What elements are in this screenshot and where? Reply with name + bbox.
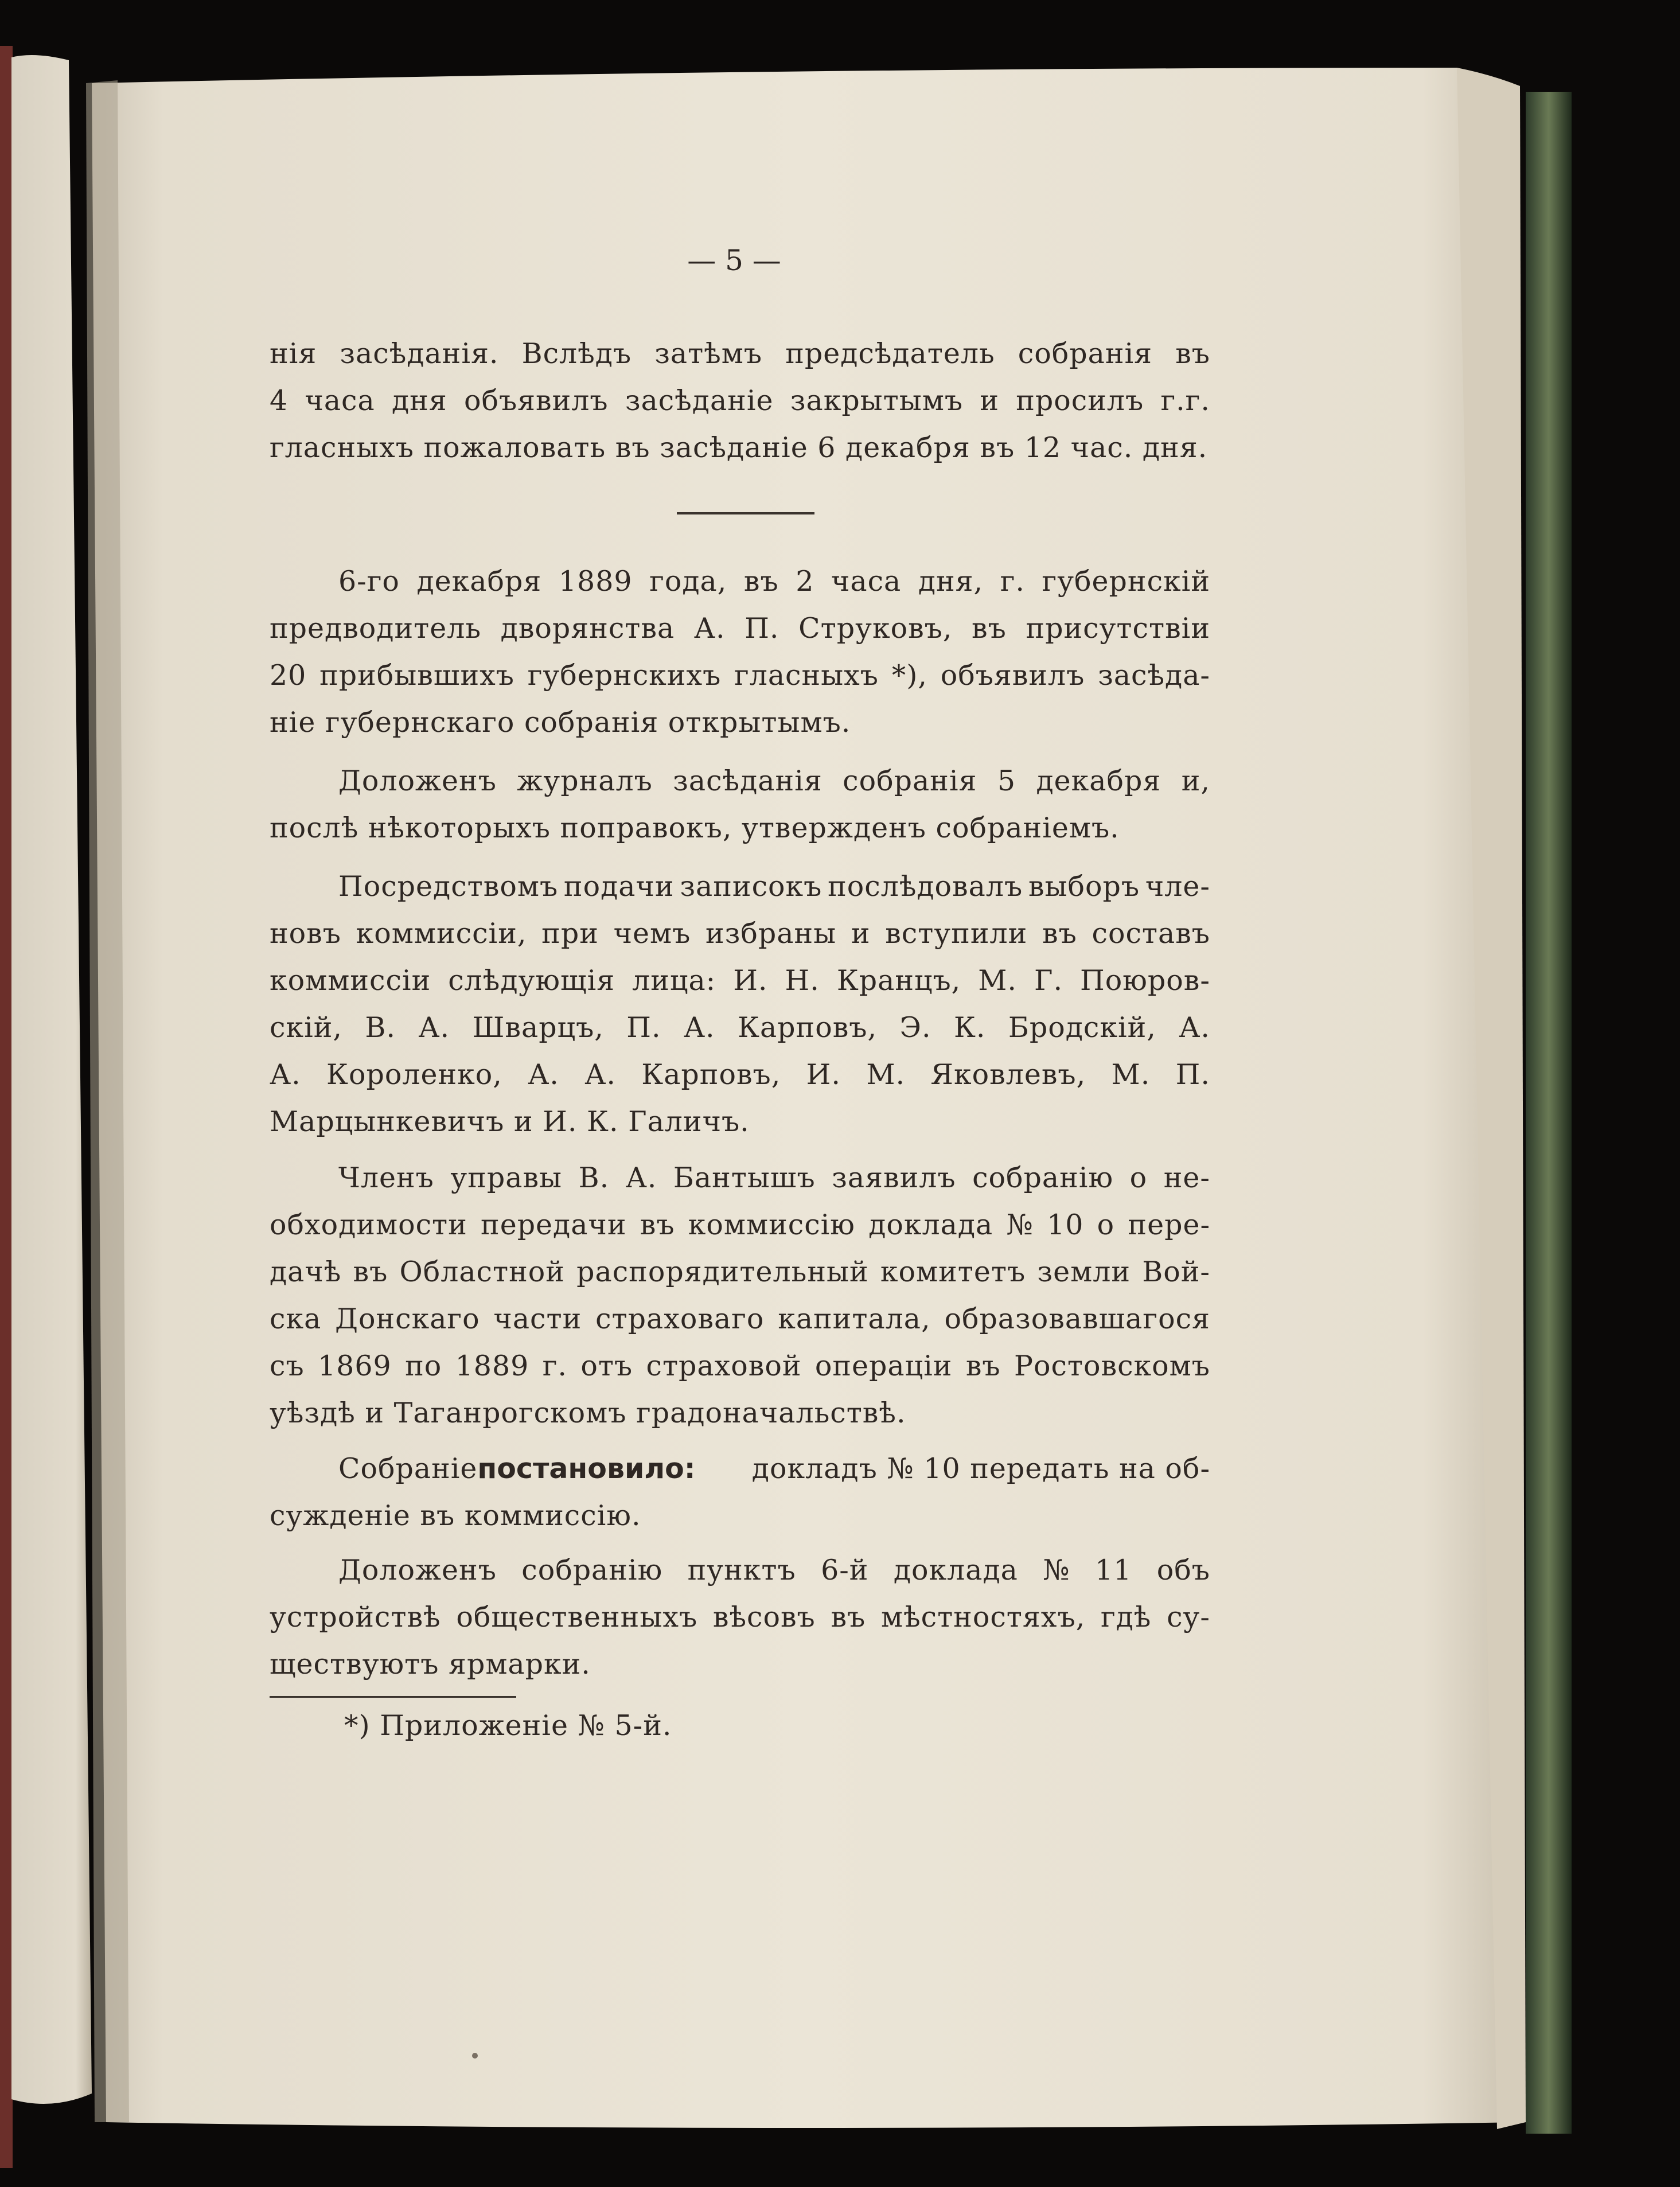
text-line: гласныхъ пожаловать въ засѣданіе 6 декабря въ 12 час. дня. (270, 431, 1208, 464)
text-line (270, 1343, 1210, 1390)
word: выборъ (1028, 870, 1140, 903)
word: пунктъ (687, 1554, 796, 1586)
text-line (270, 605, 1210, 652)
word: Кранцъ, (836, 964, 961, 997)
word: 5 (997, 765, 1016, 797)
word: о (1129, 1161, 1148, 1194)
text-line (270, 910, 1210, 957)
word: Бродскій, (1008, 1011, 1156, 1044)
word: вѣсовъ (712, 1601, 816, 1634)
word: подачи (563, 870, 675, 903)
word: передачи (481, 1208, 627, 1241)
word: коммиссіи (270, 964, 431, 997)
word: просилъ (1016, 384, 1144, 417)
word: ска (270, 1303, 322, 1335)
word: П. (626, 1011, 661, 1044)
word: закрытымъ (790, 384, 964, 417)
word: объявилъ (940, 659, 1085, 692)
word: М. (866, 1058, 906, 1091)
word: г.г. (1160, 384, 1210, 417)
word: собранію (972, 1161, 1114, 1194)
word: засѣданія. (340, 337, 499, 370)
word: К. (953, 1011, 986, 1044)
text-line (270, 863, 1210, 910)
text-line (270, 1249, 1210, 1296)
word: записокъ (680, 870, 823, 903)
word: распорядительный (576, 1256, 869, 1288)
word: прибывшихъ (319, 659, 514, 692)
word: земли (1037, 1256, 1131, 1288)
word: 1889 (558, 565, 633, 598)
word: вступили (885, 917, 1028, 950)
text-line (270, 377, 1210, 424)
word: собранія (1018, 337, 1153, 370)
text-line: Марцынкевичъ и И. К. Галичъ. (270, 1105, 750, 1138)
word: гласныхъ (734, 659, 879, 692)
resolution-keyword: постановило: (477, 1452, 696, 1485)
word: въ (743, 565, 779, 598)
word: въ (640, 1208, 675, 1241)
word: объ (1156, 1554, 1210, 1586)
word: М. (1111, 1058, 1151, 1091)
word: губернскій (1042, 565, 1210, 598)
word: А. (683, 1011, 715, 1044)
word: нія (270, 337, 317, 370)
word: № (1043, 1554, 1070, 1586)
paragraph-1 (270, 330, 1210, 471)
word: П. (744, 612, 779, 645)
word: Ростовскомъ (1014, 1350, 1210, 1382)
word: засѣданія (673, 765, 823, 797)
footnote-divider (270, 1696, 516, 1698)
word: чле- (1145, 870, 1210, 903)
word: Бантышъ (673, 1161, 816, 1194)
paragraph-4 (270, 863, 1210, 1145)
word: доклада (868, 1208, 993, 1241)
word: послѣдовалъ (828, 870, 1023, 903)
text-line (270, 1155, 1210, 1202)
word: новъ (270, 917, 341, 950)
resolution-prefix: Собраніе (338, 1452, 478, 1485)
word: Доложенъ (338, 765, 497, 797)
word: Членъ (338, 1161, 434, 1194)
word: губернскихъ (527, 659, 722, 692)
word: въ (1042, 917, 1077, 950)
word: М. (978, 964, 1017, 997)
word: декабря (416, 565, 542, 598)
word: съ (270, 1350, 305, 1382)
word: и, (1181, 765, 1210, 797)
word: не- (1163, 1161, 1210, 1194)
word: В. (578, 1161, 610, 1194)
text-line (270, 957, 1210, 1004)
word: общественныхъ (456, 1601, 698, 1634)
word: 20 (270, 659, 307, 692)
word: Вой- (1142, 1256, 1210, 1288)
word: часа (831, 565, 902, 598)
word: затѣмъ (654, 337, 763, 370)
word: Областной (399, 1256, 565, 1288)
word: и (851, 917, 871, 950)
word: 6-й (821, 1554, 869, 1586)
word: Э. (899, 1011, 931, 1044)
paragraph-2 (270, 558, 1210, 746)
word: Н. (785, 964, 820, 997)
word: декабря (1036, 765, 1161, 797)
word: Донскаго (335, 1303, 480, 1335)
word: пере- (1128, 1208, 1210, 1241)
word: коммиссіи, (356, 917, 527, 950)
text-line (270, 652, 1210, 699)
word: образовавшагося (944, 1303, 1210, 1335)
resolution-suffix: докладъ № 10 передать на об- (742, 1452, 1210, 1485)
word: г. (1000, 565, 1025, 598)
word: по (405, 1350, 442, 1382)
word: засѣданіе (625, 384, 774, 417)
text-line (270, 330, 1210, 377)
word: часа (305, 384, 375, 417)
text-line (270, 1051, 1210, 1098)
word: А. (528, 1058, 559, 1091)
word: въ (972, 612, 1007, 645)
word: А. (625, 1161, 657, 1194)
word: доклада (893, 1554, 1018, 1586)
word: собранію (521, 1554, 663, 1586)
word: № (1006, 1208, 1034, 1241)
text-line (270, 1594, 1210, 1641)
text-line (270, 1004, 1210, 1051)
word: въ (831, 1601, 866, 1634)
word: дачѣ (270, 1256, 342, 1288)
word: Посредствомъ (338, 870, 559, 903)
word: журналъ (517, 765, 653, 797)
word: отъ (580, 1350, 633, 1382)
text-line (270, 758, 1210, 805)
word: избраны (705, 917, 837, 950)
gilt-edge (1526, 92, 1572, 2134)
word: коммиссію (688, 1208, 855, 1241)
word: А. (584, 1058, 616, 1091)
word: мѣстностяхъ, (880, 1601, 1086, 1634)
word: 2 (796, 565, 814, 598)
word: А. (270, 1058, 301, 1091)
word: присутствіи (1026, 612, 1210, 645)
word: въ (965, 1350, 1001, 1382)
word: устройствѣ (270, 1601, 441, 1634)
word: Доложенъ (338, 1554, 497, 1586)
word: управы (450, 1161, 563, 1194)
paragraph-7 (270, 1547, 1210, 1688)
word: части (493, 1303, 582, 1335)
word: дня (391, 384, 447, 417)
word: предсѣдатель (785, 337, 995, 370)
word: И. (806, 1058, 841, 1091)
word: операціи (814, 1350, 953, 1382)
word: Яковлевъ, (930, 1058, 1086, 1091)
word: засѣда- (1098, 659, 1210, 692)
word: Поюров- (1080, 964, 1210, 997)
word: Карповъ, (738, 1011, 878, 1044)
word: г. (542, 1350, 567, 1382)
resolution-line (270, 1445, 1210, 1492)
word: гдѣ (1100, 1601, 1152, 1634)
text-line (270, 1202, 1210, 1249)
text-line (270, 1547, 1210, 1594)
word: скій, (270, 1011, 342, 1044)
left-cover-edge (0, 46, 13, 2168)
word: собранія (843, 765, 977, 797)
word: 4 (270, 384, 289, 417)
text-line: ніе губернскаго собранія открытымъ. (270, 706, 851, 739)
word: обходимости (270, 1208, 467, 1241)
word: заявилъ (832, 1161, 956, 1194)
paragraph-6 (270, 1445, 1210, 1539)
text-line: уѣздѣ и Таганрогскомъ градоначальствѣ. (270, 1397, 906, 1429)
word: о (1097, 1208, 1115, 1241)
word: А. (1179, 1011, 1210, 1044)
word: Вслѣдъ (521, 337, 632, 370)
word: слѣдующія (448, 964, 615, 997)
word: дворянства (500, 612, 675, 645)
word: года, (649, 565, 727, 598)
word: составъ (1092, 917, 1210, 950)
word: въ (353, 1256, 388, 1288)
word: 10 (1047, 1208, 1084, 1241)
word: предводитель (270, 612, 482, 645)
word: при (541, 917, 599, 950)
footnote: *) Приложеніе № 5-й. (344, 1709, 672, 1742)
word: А. (693, 612, 726, 645)
word: 1889 (455, 1350, 529, 1382)
word: Карповъ, (641, 1058, 781, 1091)
word: А. (418, 1011, 450, 1044)
text-line (270, 558, 1210, 605)
text-line: сужденіе въ коммиссію. (270, 1499, 641, 1532)
section-divider (677, 512, 814, 514)
word: 11 (1095, 1554, 1132, 1586)
word: И. (733, 964, 768, 997)
word: П. (1175, 1058, 1210, 1091)
word: капитала, (778, 1303, 931, 1335)
word: объявилъ (463, 384, 609, 417)
word: 1869 (318, 1350, 392, 1382)
page-number: — 5 — (687, 244, 781, 277)
word: Струковъ, (798, 612, 953, 645)
word: Г. (1034, 964, 1063, 997)
paragraph-3 (270, 758, 1210, 852)
word: лица: (632, 964, 716, 997)
word: чемъ (613, 917, 691, 950)
text-line: ществуютъ ярмарки. (270, 1648, 591, 1681)
word: *), (891, 659, 927, 692)
word: су- (1167, 1601, 1210, 1634)
word: и (980, 384, 999, 417)
word: 6-го (338, 565, 400, 598)
page-speck (472, 2053, 478, 2059)
word: дня, (918, 565, 984, 598)
word: В. (365, 1011, 396, 1044)
word: Короленко, (326, 1058, 502, 1091)
word: въ (1175, 337, 1210, 370)
word: страховой (646, 1350, 802, 1382)
word: Шварцъ, (472, 1011, 604, 1044)
paragraph-5 (270, 1155, 1210, 1437)
word: комитетъ (880, 1256, 1026, 1288)
text-line (270, 1296, 1210, 1343)
word: страховаго (595, 1303, 765, 1335)
text-line: послѣ нѣкоторыхъ поправокъ, утвержденъ собраніемъ. (270, 812, 1120, 844)
